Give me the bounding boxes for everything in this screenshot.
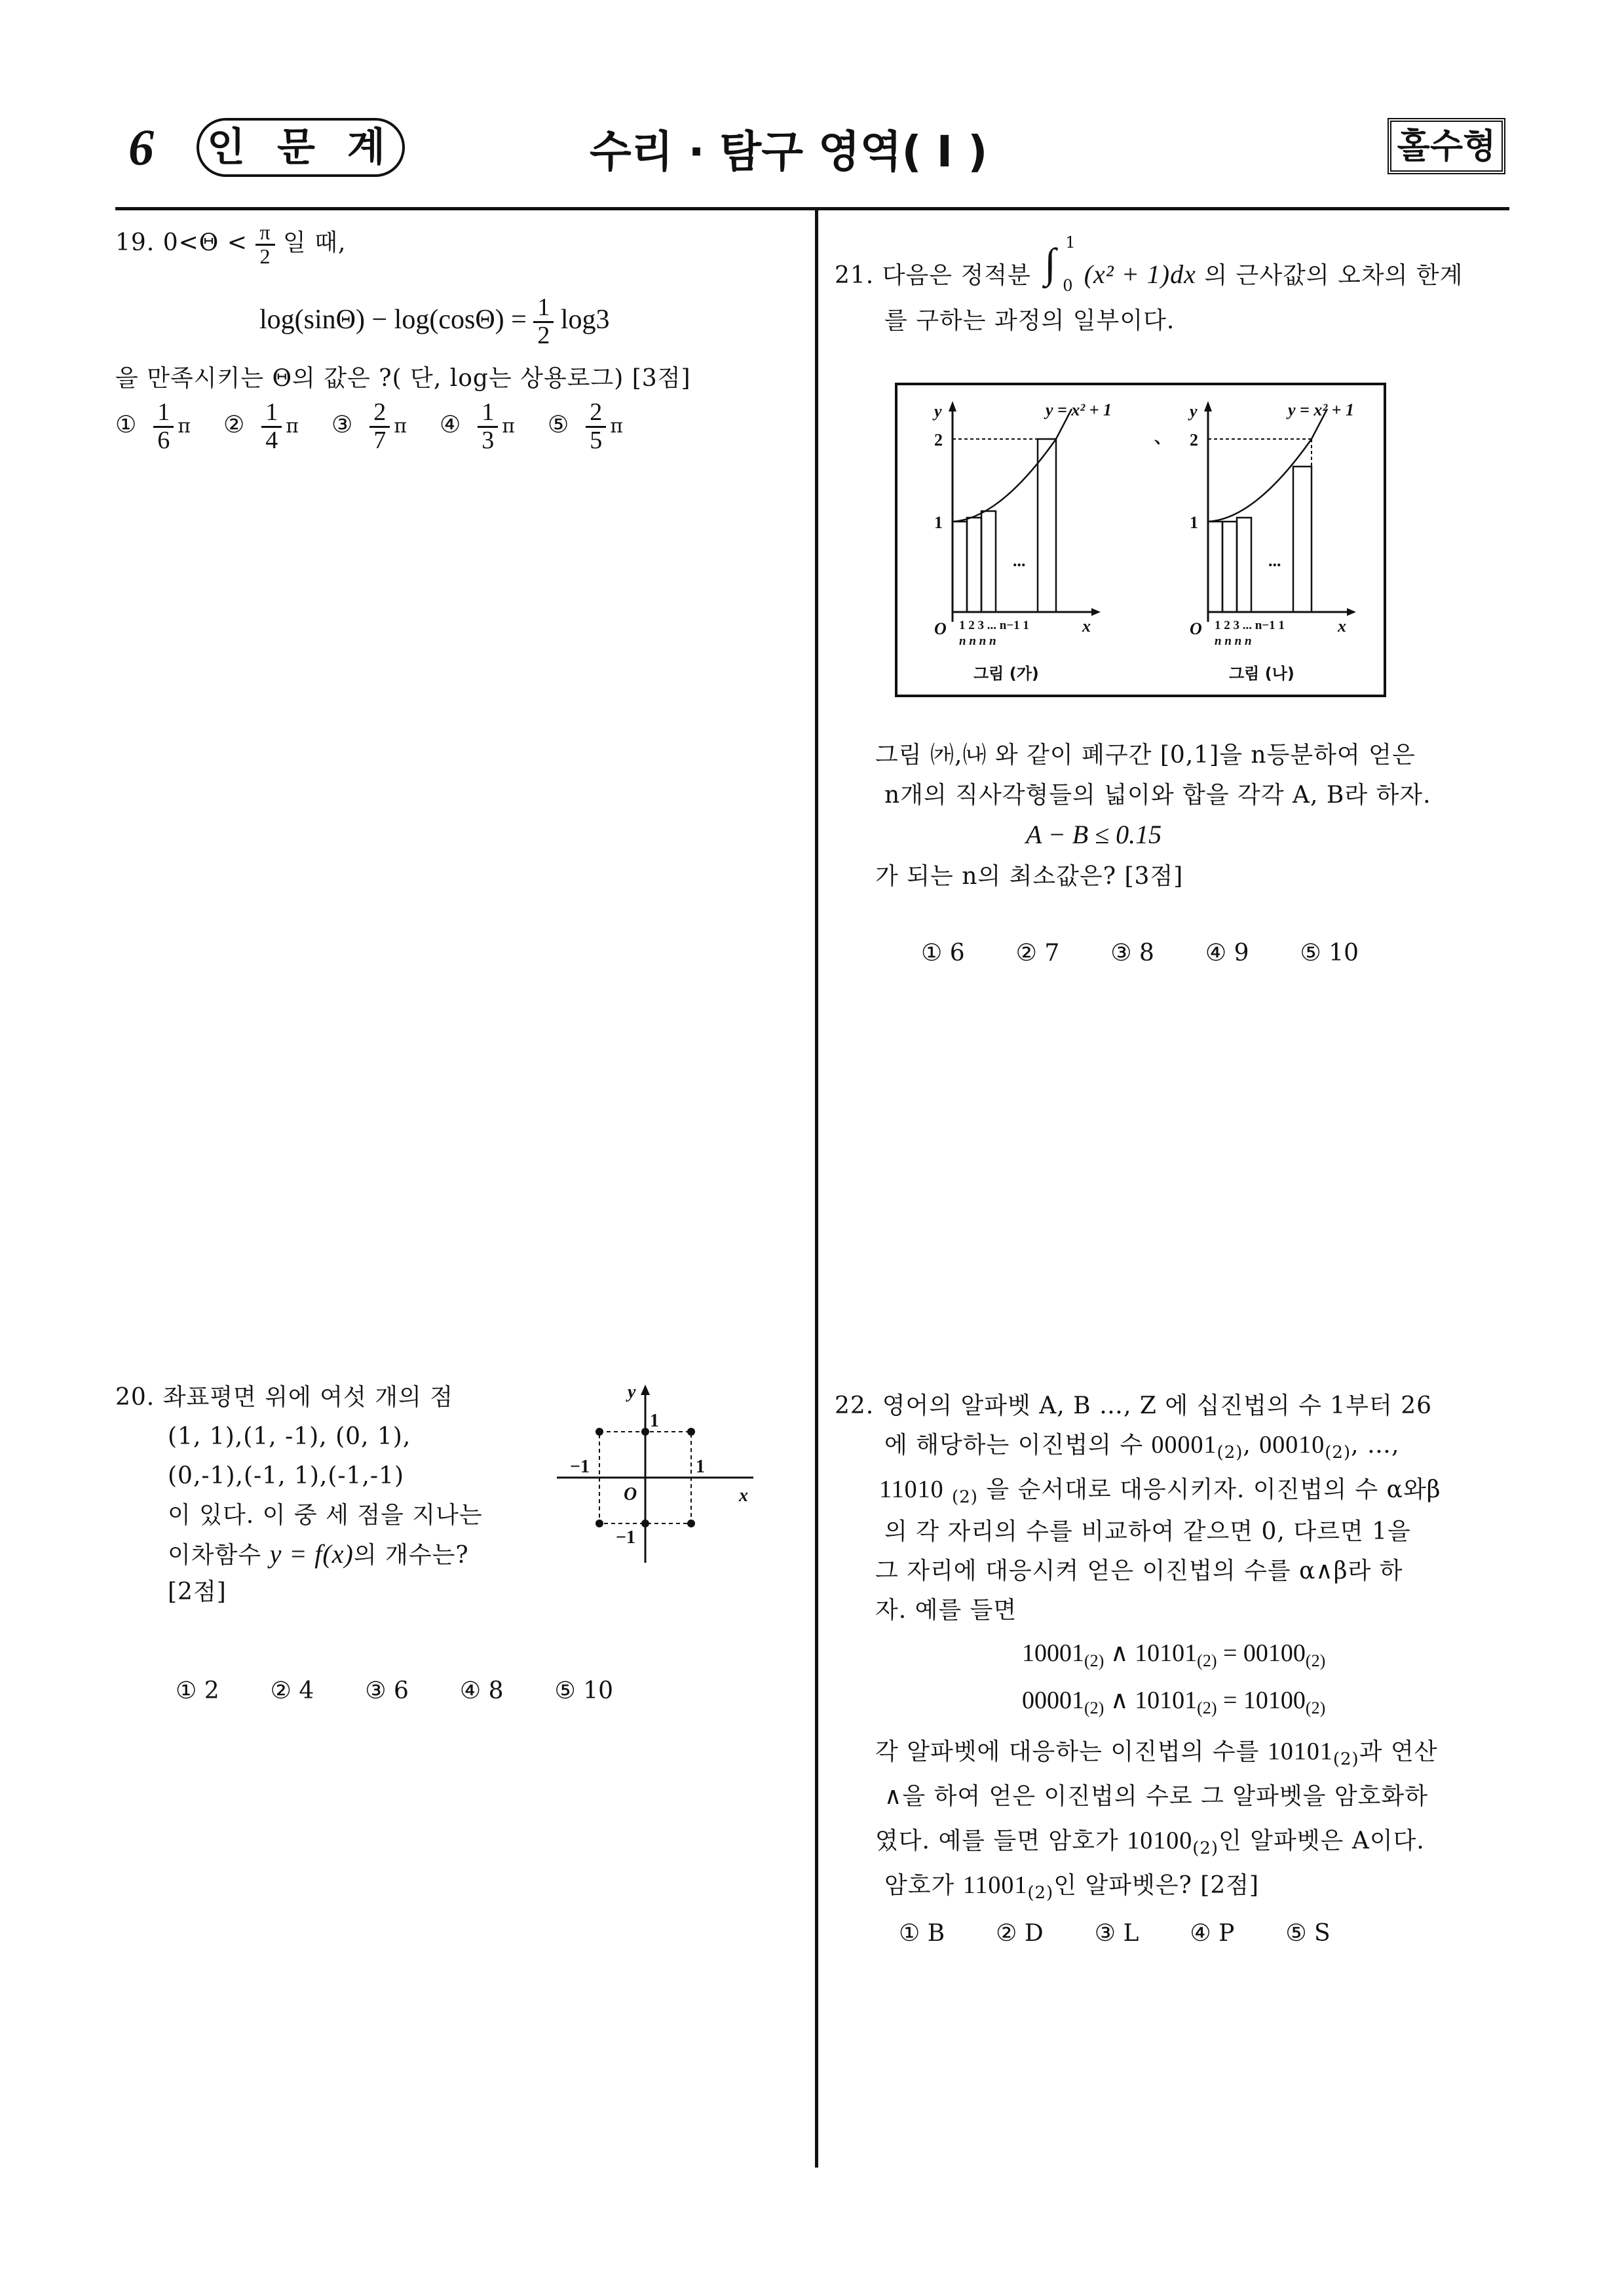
q21-body: n개의 직사각형들의 넓이와 합을 각각 A, B라 하자. — [884, 782, 1431, 809]
answer-choice-2[interactable]: ② $\frac{1}{4}$ π — [223, 398, 299, 454]
point — [595, 1520, 603, 1527]
q21-body: 가 되는 n의 최소값은? [3점] — [875, 863, 1184, 890]
q20-line: (1, 1),(1, -1), (0, 1), — [168, 1423, 411, 1450]
answer-choice-1[interactable]: ① 2 — [176, 1677, 219, 1704]
q20-line: 이차함수 y = f(x)의 개수는? — [168, 1539, 469, 1569]
answer-choice-3[interactable]: ③ L — [1094, 1920, 1139, 1947]
q22-example-1: $10001_{(2)}$ ∧ $10101_{(2)} = 00100_{(2)}$ — [1022, 1639, 1326, 1670]
curve-label: y = x² + 1 — [1046, 400, 1112, 419]
y-axis-label: y — [1190, 402, 1198, 421]
answer-choice-1[interactable]: ① $\frac{1}{6}$ π — [115, 398, 191, 454]
answer-choice-3[interactable]: ③ $\frac{2}{7}$ π — [331, 398, 407, 454]
tick-labels: 1 2 3 ... n−1 1 — [959, 619, 1029, 632]
answer-choice-5[interactable]: ⑤ $\frac{2}{5}$ π — [548, 398, 623, 454]
page-title: 수리 · 탐구 영역( I ) — [590, 126, 988, 177]
answer-choice-5[interactable]: ⑤ 10 — [554, 1677, 614, 1704]
tick-label: 2 — [1190, 430, 1198, 450]
answer-choice-2[interactable]: ② 4 — [270, 1677, 314, 1704]
tick-labels: 1 2 3 ... n−1 1 — [1215, 619, 1285, 632]
origin-label: O — [624, 1484, 637, 1504]
q20-line: (0,-1),(-1, 1),(-1,-1) — [168, 1463, 405, 1489]
x-axis-label: x — [1082, 617, 1091, 636]
answer-choice-5[interactable]: ⑤ 10 — [1300, 940, 1359, 966]
answer-choice-3[interactable]: ③ 6 — [365, 1677, 409, 1704]
q21-label: 21. — [835, 262, 875, 289]
q19-condition: 19. 0<Θ < $\frac{\pi}{2}$ 일 때, — [115, 220, 347, 268]
dots: ... — [1013, 551, 1026, 570]
q20-choices — [176, 1677, 765, 1704]
x-axis-label: x — [1338, 617, 1346, 636]
separator: 、 — [1154, 428, 1172, 447]
panel-right — [1204, 401, 1356, 622]
x-axis-label: x — [739, 1485, 748, 1506]
q21-riemann-figure — [895, 383, 1386, 697]
q22-example-2: $00001_{(2)}$ ∧ $10101_{(2)} = 10100_{(2)}$ — [1022, 1687, 1326, 1717]
point — [641, 1428, 649, 1436]
q22-text: 각 알파벳에 대응하는 이진법의 수를 $10101_{(2)}$과 연산 — [875, 1738, 1438, 1769]
q22-label: 22. — [835, 1392, 875, 1419]
caption-left: 그림 (가) — [973, 664, 1039, 683]
answer-choice-4[interactable]: ④ P — [1190, 1920, 1235, 1947]
q19-choices — [115, 400, 797, 454]
tick-label: 1 — [1190, 513, 1198, 532]
tick-label: 1 — [934, 513, 943, 532]
answer-choice-4[interactable]: ④ 8 — [459, 1677, 504, 1704]
tick-denominators: n n n n — [1215, 634, 1252, 648]
q22-text: 였다. 예를 들면 암호가 $10100_{(2)}$인 알파벳은 A이다. — [875, 1827, 1425, 1858]
answer-choice-1[interactable]: ① 6 — [921, 940, 965, 966]
answer-choice-4[interactable]: ④ $\frac{1}{3}$ π — [440, 398, 515, 454]
q21-inequality: A − B ≤ 0.15 — [1026, 820, 1162, 849]
dots: ... — [1268, 551, 1281, 570]
q19-equation: log(sinΘ) − log(cosΘ) = $\frac{1}{2}$ log3 — [259, 294, 610, 349]
q21-text: 21. 다음은 정적분 ∫ 1 0 (x² + 1)dx 의 근사값의 오차의 한계 — [835, 233, 1463, 295]
q22-choices — [899, 1920, 1475, 1947]
q21-text: 를 구하는 과정의 일부이다. — [884, 307, 1175, 334]
panel-left — [949, 401, 1101, 622]
y-axis-label: y — [628, 1382, 636, 1402]
tick-label: −1 — [570, 1457, 590, 1477]
q19-label: 19. — [115, 229, 155, 257]
column-divider — [815, 208, 818, 2168]
y-axis-label: y — [934, 402, 942, 421]
origin-label: O — [934, 619, 947, 638]
header-rule — [115, 207, 1509, 210]
q19-question: 을 만족시키는 Θ의 값은 ?( 단, log는 상용로그) [3점] — [115, 365, 691, 392]
tick-denominators: n n n n — [959, 634, 996, 648]
q21-choices — [921, 940, 1484, 966]
point — [641, 1520, 649, 1527]
page-number: 6 — [128, 119, 154, 176]
track-label: 인 문 계 — [197, 118, 405, 177]
origin-label: O — [1190, 619, 1202, 638]
q22-text: 의 각 자리의 수를 비교하여 같으면 0, 다르면 1을 — [884, 1518, 1411, 1545]
integral-sign: ∫ 1 0 — [1044, 233, 1076, 295]
q22-text: 자. 예를 들면 — [875, 1597, 1017, 1624]
q20-line: 이 있다. 이 중 세 점을 지나는 — [168, 1502, 483, 1529]
q22-text: 암호가 $11001_{(2)}$인 알파벳은? [2점] — [884, 1871, 1260, 1903]
q20-points: [2점] — [168, 1578, 227, 1605]
q20-point-grid-figure — [550, 1379, 766, 1569]
answer-choice-2[interactable]: ② D — [996, 1920, 1044, 1947]
tick-label: −1 — [616, 1527, 635, 1548]
form-type-badge: 홀수형 — [1388, 118, 1505, 174]
answer-choice-3[interactable]: ③ 8 — [1110, 940, 1154, 966]
caption-right: 그림 (나) — [1229, 664, 1294, 683]
curve-label: y = x² + 1 — [1288, 400, 1354, 419]
tick-label: 1 — [650, 1411, 659, 1431]
point — [687, 1428, 695, 1436]
answer-choice-5[interactable]: ⑤ S — [1285, 1920, 1331, 1947]
q22-text: 11010 $_{(2)}$ 을 순서대로 대응시키자. 이진법의 수 α와β — [879, 1476, 1441, 1507]
tick-label: 1 — [696, 1457, 705, 1477]
answer-choice-1[interactable]: ① B — [899, 1920, 945, 1947]
q20-label: 20. — [115, 1384, 155, 1411]
q20-text: 20. 좌표평면 위에 여섯 개의 점 — [115, 1384, 454, 1411]
answer-choice-4[interactable]: ④ 9 — [1205, 940, 1249, 966]
point — [687, 1520, 695, 1527]
q21-body: 그림 ㈎,㈏ 와 같이 폐구간 [0,1]을 n등분하여 얻은 — [875, 742, 1416, 769]
answer-choice-2[interactable]: ② 7 — [1015, 940, 1060, 966]
q22-text: 그 자리에 대응시켜 얻은 이진법의 수를 α∧β라 하 — [875, 1558, 1403, 1584]
q22-text: ∧을 하여 얻은 이진법의 수로 그 알파벳을 암호화하 — [884, 1783, 1428, 1810]
tick-label: 2 — [934, 430, 943, 450]
q22-text: 22. 영어의 알파벳 A, B …, Z 에 십진법의 수 1부터 26 — [835, 1392, 1433, 1419]
q22-text: 에 해당하는 이진법의 수 $00001_{(2)}$, $00010_{(2)}$, …, — [884, 1431, 1400, 1463]
point — [595, 1428, 603, 1436]
